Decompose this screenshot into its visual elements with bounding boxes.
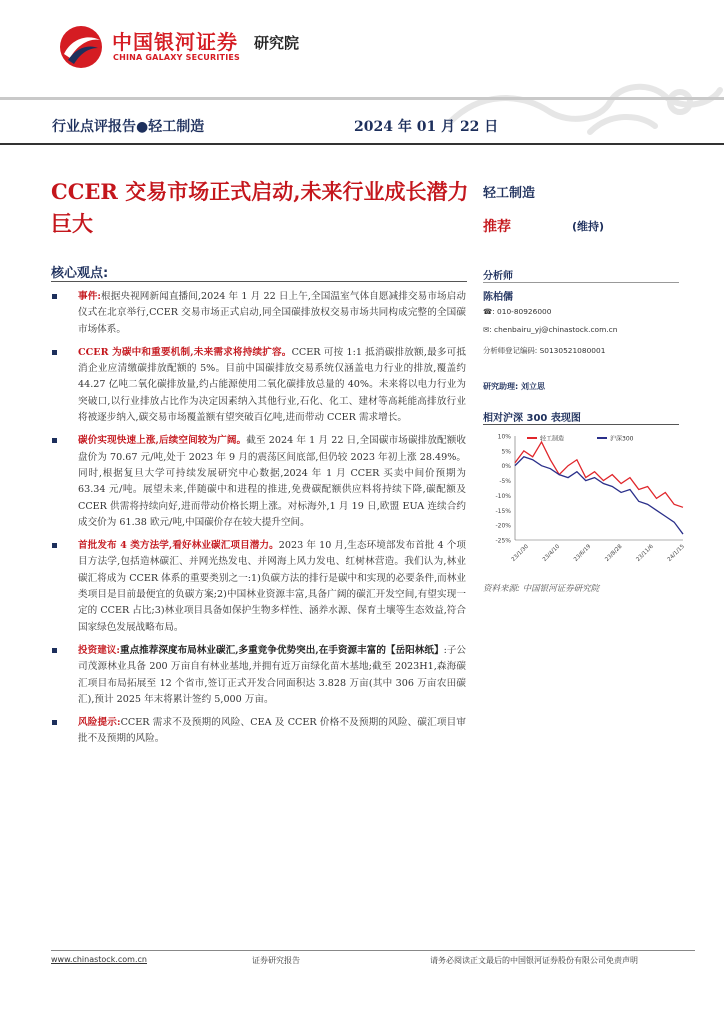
bullet-icon xyxy=(52,648,57,653)
core-views-list xyxy=(52,289,466,755)
analyst-divider xyxy=(483,282,679,283)
list-item xyxy=(52,433,466,531)
analyst-phone: ☎: 010-80926000 xyxy=(483,307,552,316)
footer-disclaimer: 请务必阅读正文最后的中国银河证券股份有限公司免责声明 xyxy=(430,956,638,965)
analyst-email[interactable]: ✉: chenbairu_yj@chinastock.com.cn xyxy=(483,325,618,334)
list-item xyxy=(52,538,466,636)
legend-label: 沪深300 xyxy=(610,435,634,443)
list-item xyxy=(52,643,466,708)
item-text: :子公司茂源林业具备 200 万亩自有林业基地,并拥有近万亩绿化苗木基地;截至 2023H1,森海碳汇项目布局拓展至 12 个省市,签订正式开发合同面积达 3.828 万亩(其中 306 万亩农田碳汇),预计 2025 年末将累计签约 5,000 万亩。 xyxy=(78,644,467,705)
chart-title: 相对沪深 300 表现图 xyxy=(483,413,581,424)
chart-divider xyxy=(483,424,679,425)
bullet-icon xyxy=(52,720,57,725)
analyst-reg-no: 分析师登记编码: S0130521080001 xyxy=(483,346,606,355)
x-tick-label: 23/6/19 xyxy=(573,543,593,563)
list-item xyxy=(52,345,466,426)
item-head: 事件: xyxy=(78,291,101,302)
x-tick-label: 23/8/28 xyxy=(604,543,624,563)
item-head: 首批发布 4 类方法学,看好林业碳汇项目潜力。 xyxy=(78,540,279,552)
y-tick-label: -25% xyxy=(495,537,511,545)
footer-divider xyxy=(51,950,695,951)
analyst-section-title: 分析师 xyxy=(483,271,513,282)
relative-performance-chart xyxy=(483,428,693,578)
series-line-index xyxy=(515,457,683,534)
item-text: 截至 2024 年 1 月 22 日,全国碳市场碳排放配额收盘价为 70.67 元/吨,处于 2023 年 9 月的震荡区间底部,但仍较 2023 年初上涨 28.49%。同时,根据复旦大学可持续发展研究中心数据,2024 年 1 月 CCER 买卖中间价预期为 63.34 元/吨。展望未来,伴随碳中和进程的推进,免费碳配额供应料将持续下降,碳配额及 CCER 供需将持续向好,进而带动价格长期上涨。对标海外,1 月 19 日,欧盟 EUA 连续合约成交价为 61.38 欧元/吨,中国碳价存在较大提升空间。 xyxy=(78,435,466,528)
brand-name-cn: 中国银河证券 xyxy=(112,30,238,54)
item-text: 2023 年 10 月,生态环境部发布首批 4 个项目方法学,包括造林碳汇、并网光热发电、并网海上风力发电、红树林营造。我们认为,林业碳汇将成为 CCER 体系的重要类别之一:1)负碳方法的排行是碳中和实现的必要条件,而林业类项目是目前最便宜的负碳方案;2)中国林业资源丰富,具备广阔的碳汇开发空间,有望实现一定的 CCER 占比;3)林业项目具备如保护生物多样性、涵养水源、保育土壤等生态效益,符合国家绿色发展战略布局。 xyxy=(78,540,466,633)
rating-note: (维持) xyxy=(572,220,605,233)
x-tick-label: 23/11/6 xyxy=(635,543,655,563)
y-tick-label: -15% xyxy=(495,507,511,515)
item-subhead: 重点推荐深度布局林业碳汇,多重竞争优势突出,在手资源丰富的【岳阳林纸】 xyxy=(119,644,444,656)
list-item xyxy=(52,289,466,338)
research-assistant: 研究助理: 刘立思 xyxy=(483,382,545,391)
bullet-icon xyxy=(52,350,57,355)
headline: CCER 交易市场正式启动,未来行业成长潜力巨大 xyxy=(51,179,469,236)
list-item xyxy=(52,715,466,748)
item-head: 投资建议: xyxy=(78,644,120,656)
y-tick-label: 10% xyxy=(497,433,511,441)
item-head: CCER 为碳中和重要机制,未来需求将持续扩容。 xyxy=(78,346,292,358)
series-line-sector xyxy=(515,442,683,507)
galaxy-logo-icon xyxy=(58,24,104,70)
sector-label: 轻工制造 xyxy=(483,186,536,201)
core-views-title: 核心观点: xyxy=(51,266,109,281)
y-tick-label: 5% xyxy=(501,448,511,456)
y-tick-label: -5% xyxy=(499,478,511,486)
footer-center: 证券研究报告 xyxy=(252,956,300,965)
x-tick-label: 23/1/30 xyxy=(510,543,530,563)
core-views-divider xyxy=(51,281,467,282)
legend-label: 轻工制造 xyxy=(540,435,565,443)
bullet-icon xyxy=(52,438,57,443)
y-tick-label: -10% xyxy=(495,492,511,500)
analyst-name: 陈柏儒 xyxy=(483,292,513,303)
brand-name-en: CHINA GALAXY SECURITIES xyxy=(113,53,240,62)
item-text: CCER 需求不及预期的风险、CEA 及 CCER 价格不及预期的风险、碳汇项目审批不及预期的风险。 xyxy=(78,717,466,745)
item-text: 根据央视网新闻直播间,2024 年 1 月 22 日上午,全国温室气体自愿减排交易市场启动仪式在北京举行,CCER 交易市场正式启动,同全国碳排放权交易市场共同构成完整的全国碳市场体系。 xyxy=(78,291,467,335)
item-head: 风险提示: xyxy=(78,717,121,729)
report-date: 2024 年 01 月 22 日 xyxy=(354,119,499,135)
y-tick-label: 0% xyxy=(501,463,511,471)
x-tick-label: 23/4/10 xyxy=(541,543,562,563)
bullet-icon xyxy=(52,543,57,548)
y-tick-label: -20% xyxy=(495,522,511,530)
report-type: 行业点评报告●轻工制造 xyxy=(52,119,205,135)
x-tick-label: 24/1/15 xyxy=(666,543,686,563)
institute-label: 研究院 xyxy=(254,34,300,52)
rating-label: 推荐 xyxy=(483,219,511,235)
chart-source: 资料来源: 中国银河证券研究院 xyxy=(483,584,600,594)
footer-website-link[interactable]: www.chinastock.com.cn xyxy=(51,955,147,964)
bullet-icon xyxy=(52,294,57,299)
item-text: CCER 可按 1:1 抵消碳排放额,最多可抵消企业应清缴碳排放配额的 5%。目前中国碳排放交易系统仅涵盖电力行业的排放,覆盖约 44.27 亿吨二氧化碳排放量,约占能源使用二氧化碳排放总量的 40%。未来将以电力行业为突破口,以行业排放占比作为决定因素纳入其他行业,石化、化工、建材等高耗能高排放行业将被逐步纳入,碳交易市场覆盖额有望突破百亿吨,进而带动 CCER 需求增长。 xyxy=(78,346,466,424)
item-head: 碳价实现快速上涨,后续空间较为广阔。 xyxy=(78,435,247,447)
